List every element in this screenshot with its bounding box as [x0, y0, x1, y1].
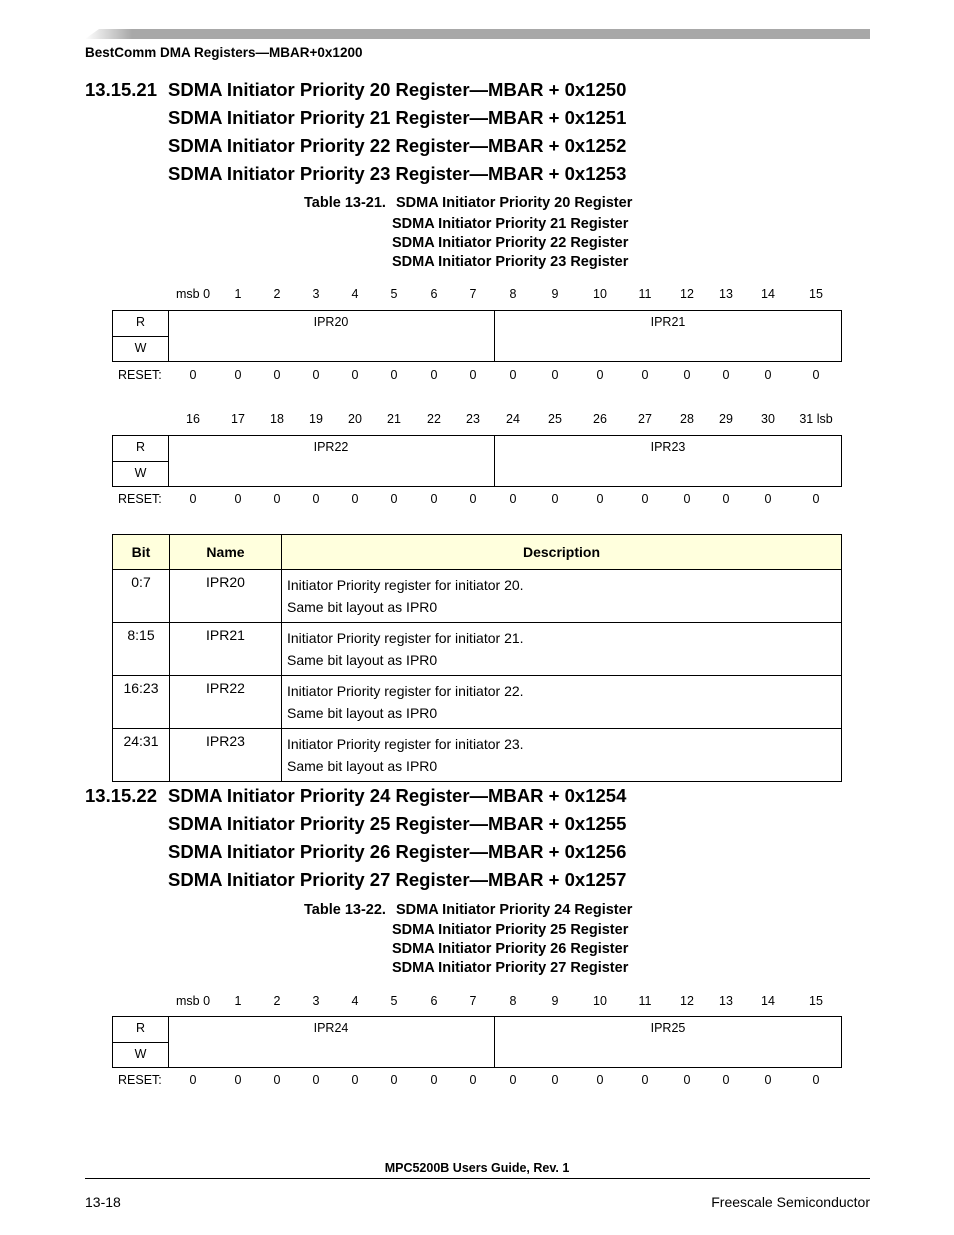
bit-number: 1 — [234, 994, 242, 1008]
reset-value: 0 — [596, 368, 604, 382]
reset-value: 0 — [641, 368, 649, 382]
section-number: 13.15.21 — [85, 79, 158, 100]
section-title: SDMA Initiator Priority 26 Register—MBAR + 0x1256 — [168, 841, 627, 862]
table-caption-line: SDMA Initiator Priority 23 Register — [392, 254, 629, 270]
bit-number: 18 — [270, 412, 284, 426]
table-caption-prefix: Table 13-22. — [304, 902, 386, 918]
bit-number: 8 — [509, 287, 517, 301]
bit-number: 2 — [273, 994, 281, 1008]
reset-label: RESET: — [118, 1073, 162, 1087]
reset-value: 0 — [189, 368, 197, 382]
table-caption-line: SDMA Initiator Priority 21 Register — [392, 216, 629, 232]
reset-value: 0 — [722, 492, 730, 506]
reset-value: 0 — [722, 1073, 730, 1087]
bit-number: 7 — [469, 287, 477, 301]
read-row-label: R — [113, 436, 168, 462]
bit-number: 26 — [593, 412, 607, 426]
bit-number: 4 — [351, 287, 359, 301]
page-number: 13-18 — [85, 1194, 121, 1210]
reset-value: 0 — [551, 368, 559, 382]
reset-value: 0 — [189, 1073, 197, 1087]
reset-value: 0 — [812, 1073, 820, 1087]
reset-value: 0 — [312, 368, 320, 382]
table-caption-line: SDMA Initiator Priority 25 Register — [392, 922, 629, 938]
reset-value: 0 — [469, 368, 477, 382]
column-header-name: Name — [170, 535, 282, 570]
column-header-description: Description — [282, 535, 842, 570]
field-divider — [494, 436, 495, 486]
reset-value: 0 — [596, 1073, 604, 1087]
field-name: IPR20 — [170, 570, 282, 623]
bit-number: 1 — [234, 287, 242, 301]
description-line: Initiator Priority register for initiator 20. — [287, 577, 524, 593]
footer-divider — [85, 1178, 870, 1179]
table-row — [113, 570, 842, 623]
reset-value: 0 — [551, 492, 559, 506]
field-description-table — [112, 534, 842, 782]
rw-column — [113, 436, 169, 486]
description-line: Initiator Priority register for initiator 23. — [287, 736, 524, 752]
reset-value: 0 — [430, 1073, 438, 1087]
field-label: IPR23 — [650, 440, 686, 454]
footer-company: Freescale Semiconductor — [711, 1194, 870, 1210]
reset-value: 0 — [312, 492, 320, 506]
bit-number: 3 — [312, 287, 320, 301]
bit-number: 13 — [719, 994, 733, 1008]
reset-value: 0 — [509, 1073, 517, 1087]
section-title: SDMA Initiator Priority 23 Register—MBAR + 0x1253 — [168, 163, 627, 184]
section-title: SDMA Initiator Priority 21 Register—MBAR + 0x1251 — [168, 107, 627, 128]
description-line: Same bit layout as IPR0 — [287, 652, 438, 668]
description-line: Same bit layout as IPR0 — [287, 758, 438, 774]
bit-number: 23 — [466, 412, 480, 426]
section-title: SDMA Initiator Priority 27 Register—MBAR + 0x1257 — [168, 869, 627, 890]
bit-number: 11 — [638, 994, 652, 1008]
field-description — [282, 570, 842, 623]
bit-number: 29 — [719, 412, 733, 426]
bit-number: 6 — [430, 994, 438, 1008]
description-line: Initiator Priority register for initiator 22. — [287, 683, 524, 699]
reset-value: 0 — [551, 1073, 559, 1087]
bit-number: 21 — [387, 412, 401, 426]
bit-range: 24:31 — [113, 729, 170, 782]
reset-value: 0 — [469, 1073, 477, 1087]
section-title: SDMA Initiator Priority 25 Register—MBAR + 0x1255 — [168, 813, 627, 834]
reset-value: 0 — [509, 492, 517, 506]
bit-number: 8 — [509, 994, 517, 1008]
description-line: Same bit layout as IPR0 — [287, 705, 438, 721]
bit-range: 0:7 — [113, 570, 170, 623]
field-label: IPR24 — [313, 1021, 349, 1035]
reset-value: 0 — [596, 492, 604, 506]
field-name: IPR23 — [170, 729, 282, 782]
bit-number: 19 — [309, 412, 323, 426]
bit-number: 25 — [548, 412, 562, 426]
bit-number: 11 — [638, 287, 652, 301]
field-name: IPR22 — [170, 676, 282, 729]
table-caption-line: SDMA Initiator Priority 27 Register — [392, 960, 629, 976]
table-caption-line: SDMA Initiator Priority 24 Register — [396, 902, 633, 918]
reset-value: 0 — [683, 492, 691, 506]
table-row — [113, 676, 842, 729]
reset-value: 0 — [764, 492, 772, 506]
reset-value: 0 — [312, 1073, 320, 1087]
section-number: 13.15.22 — [85, 785, 158, 806]
table-caption-prefix: Table 13-21. — [304, 195, 386, 211]
reset-value: 0 — [683, 1073, 691, 1087]
bit-number: 27 — [638, 412, 652, 426]
bit-number: 10 — [593, 287, 607, 301]
reset-value: 0 — [234, 368, 242, 382]
reset-value: 0 — [683, 368, 691, 382]
field-divider — [494, 311, 495, 361]
field-description — [282, 729, 842, 782]
table-caption-line: SDMA Initiator Priority 22 Register — [392, 235, 629, 251]
register-box — [112, 310, 842, 362]
bit-number: 12 — [680, 287, 694, 301]
reset-value: 0 — [812, 492, 820, 506]
bit-number: 10 — [593, 994, 607, 1008]
bit-number: msb 0 — [175, 287, 211, 301]
table-header-row — [113, 535, 842, 570]
description-line: Initiator Priority register for initiator 21. — [287, 630, 524, 646]
bit-number: 9 — [551, 287, 559, 301]
description-line: Same bit layout as IPR0 — [287, 599, 438, 615]
reset-value: 0 — [509, 368, 517, 382]
field-label: IPR20 — [313, 315, 349, 329]
reset-value: 0 — [273, 1073, 281, 1087]
table-caption-line: SDMA Initiator Priority 20 Register — [396, 195, 633, 211]
bit-number: 15 — [809, 994, 823, 1008]
column-header-bit: Bit — [113, 535, 170, 570]
reset-value: 0 — [641, 492, 649, 506]
field-name: IPR21 — [170, 623, 282, 676]
rw-column — [113, 1017, 169, 1067]
reset-value: 0 — [234, 492, 242, 506]
running-head: BestComm DMA Registers—MBAR+0x1200 — [85, 45, 363, 60]
reset-value: 0 — [430, 492, 438, 506]
reset-value: 0 — [273, 368, 281, 382]
bit-number: 2 — [273, 287, 281, 301]
reset-value: 0 — [430, 368, 438, 382]
field-label: IPR22 — [313, 440, 349, 454]
bit-number: 31 lsb — [799, 412, 833, 426]
field-label: IPR25 — [650, 1021, 686, 1035]
bit-number: 17 — [231, 412, 245, 426]
bit-number: 15 — [809, 287, 823, 301]
reset-value: 0 — [641, 1073, 649, 1087]
reset-value: 0 — [351, 492, 359, 506]
table-caption-line: SDMA Initiator Priority 26 Register — [392, 941, 629, 957]
bit-number: 16 — [186, 412, 200, 426]
table-row — [113, 729, 842, 782]
bit-range: 16:23 — [113, 676, 170, 729]
section-title: SDMA Initiator Priority 22 Register—MBAR + 0x1252 — [168, 135, 627, 156]
reset-value: 0 — [812, 368, 820, 382]
reset-label: RESET: — [118, 492, 162, 506]
section-title: SDMA Initiator Priority 20 Register—MBAR + 0x1250 — [168, 79, 627, 100]
reset-label: RESET: — [118, 368, 162, 382]
bit-number: 14 — [761, 994, 775, 1008]
section-title: SDMA Initiator Priority 24 Register—MBAR + 0x1254 — [168, 785, 627, 806]
bit-number: msb 0 — [175, 994, 211, 1008]
field-description — [282, 623, 842, 676]
bit-number: 14 — [761, 287, 775, 301]
bit-number: 24 — [506, 412, 520, 426]
bit-number: 30 — [761, 412, 775, 426]
reset-value: 0 — [189, 492, 197, 506]
bit-number: 20 — [348, 412, 362, 426]
reset-value: 0 — [390, 1073, 398, 1087]
bit-number: 13 — [719, 287, 733, 301]
reset-value: 0 — [390, 492, 398, 506]
read-row-label: R — [113, 1017, 168, 1043]
header-bar — [85, 29, 870, 39]
table-row — [113, 623, 842, 676]
reset-value: 0 — [273, 492, 281, 506]
field-label: IPR21 — [650, 315, 686, 329]
reset-value: 0 — [469, 492, 477, 506]
write-row-label: W — [134, 341, 147, 355]
reset-value: 0 — [764, 1073, 772, 1087]
bit-number: 7 — [469, 994, 477, 1008]
bit-number: 6 — [430, 287, 438, 301]
reset-value: 0 — [351, 1073, 359, 1087]
bit-number: 12 — [680, 994, 694, 1008]
register-box — [112, 435, 842, 487]
bit-number: 4 — [351, 994, 359, 1008]
bit-number: 5 — [390, 287, 398, 301]
field-divider — [494, 1017, 495, 1067]
reset-value: 0 — [764, 368, 772, 382]
reset-value: 0 — [722, 368, 730, 382]
reset-value: 0 — [351, 368, 359, 382]
register-box — [112, 1016, 842, 1068]
reset-value: 0 — [390, 368, 398, 382]
field-description — [282, 676, 842, 729]
bit-number: 9 — [551, 994, 559, 1008]
bit-number: 5 — [390, 994, 398, 1008]
footer-doc-title: MPC5200B Users Guide, Rev. 1 — [384, 1161, 570, 1175]
read-row-label: R — [113, 311, 168, 337]
bit-number: 28 — [680, 412, 694, 426]
bit-number: 3 — [312, 994, 320, 1008]
bit-number: 22 — [427, 412, 441, 426]
bit-range: 8:15 — [113, 623, 170, 676]
write-row-label: W — [134, 1047, 147, 1061]
rw-column — [113, 311, 169, 361]
write-row-label: W — [134, 466, 147, 480]
reset-value: 0 — [234, 1073, 242, 1087]
